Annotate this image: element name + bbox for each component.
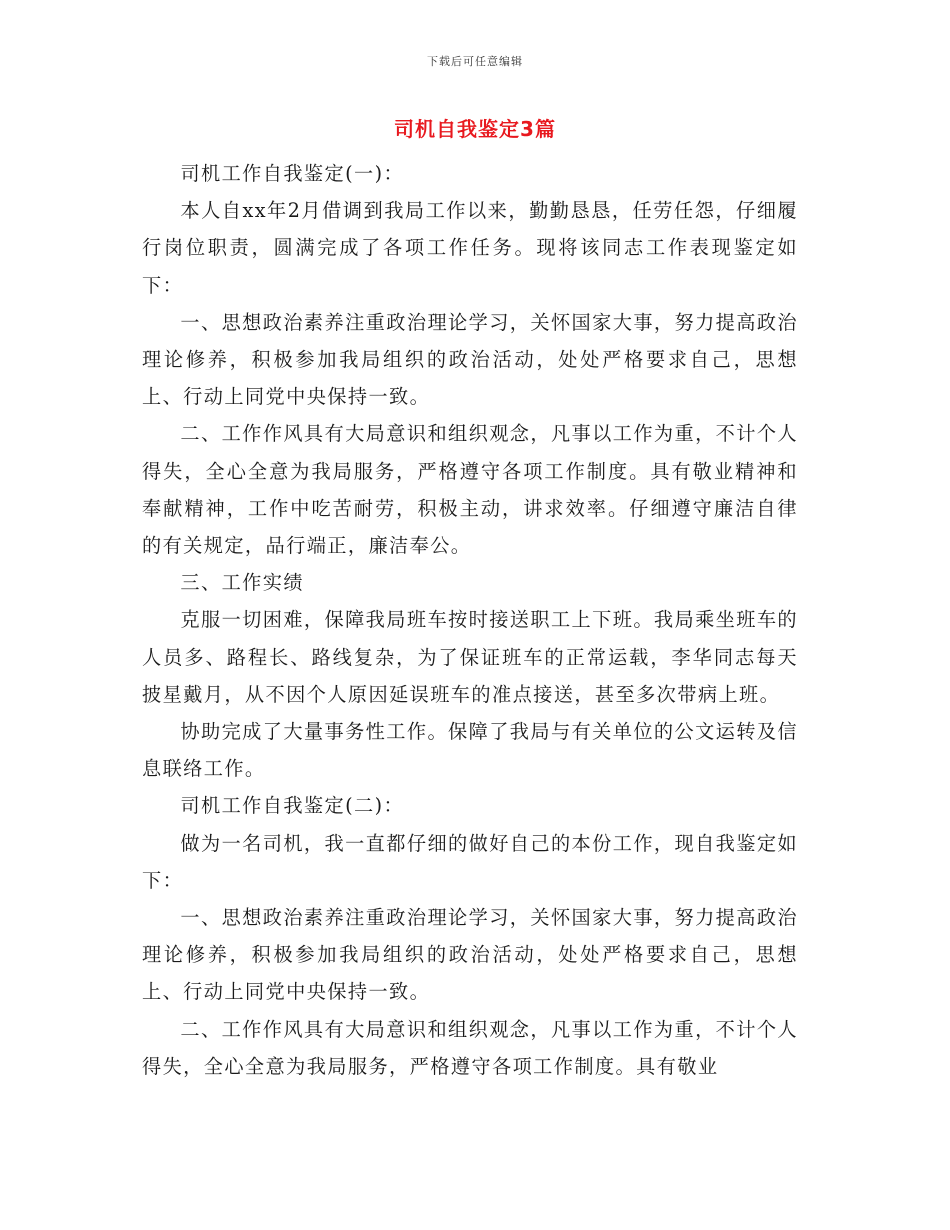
- paragraph: 克服一切困难，保障我局班车按时接送职工上下班。我局乘坐班车的人员多、路程长、路线复杂，为了保证班车的正常运载，李华同志每天披星戴月，从不因个人原因延误班车的准点接送，甚至多次带病上班。: [142, 608, 799, 706]
- document-body: [142, 155, 798, 1085]
- paragraph: 做为一名司机，我一直都仔细的做好自己的本份工作，现自我鉴定如下：: [142, 831, 799, 892]
- paragraph: 二、工作作风具有大局意识和组织观念，凡事以工作为重，不计个人得失，全心全意为我局服务，严格遵守各项工作制度。具有敬业: [142, 1017, 799, 1078]
- header-note: 下载后可任意编辑: [427, 55, 523, 68]
- document-title: 司机自我鉴定3篇: [394, 117, 556, 141]
- section-heading-2: 司机工作自我鉴定(二)：: [180, 794, 405, 818]
- paragraph: 一、思想政治素养注重政治理论学习，关怀国家大事，努力提高政治理论修养，积极参加我局组织的政治活动，处处严格要求自己，思想上、行动上同党中央保持一致。: [142, 310, 799, 409]
- section-heading-1: 司机工作自我鉴定(一)：: [180, 162, 405, 185]
- paragraph: 二、工作作风具有大局意识和组织观念，凡事以工作为重，不计个人得失，全心全意为我局服务，严格遵守各项工作制度。具有敬业精神和奉献精神，工作中吃苦耐劳，积极主动，讲求效率。仔细遵守廉洁自律的有关规定，品行端正，廉洁奉公。: [142, 422, 799, 558]
- paragraph: 三、工作实绩: [180, 571, 304, 595]
- paragraph: 本人自xx年2月借调到我局工作以来，勤勤恳恳，任劳任怨，仔细履行岗位职责，圆满完成了各项工作任务。现将该同志工作表现鉴定如下：: [142, 199, 798, 297]
- paragraph: 协助完成了大量事务性工作。保障了我局与有关单位的公文运转及信息联络工作。: [142, 720, 799, 781]
- paragraph: 一、思想政治素养注重政治理论学习，关怀国家大事，努力提高政治理论修养，积极参加我局组织的政治活动，处处严格要求自己，思想上、行动上同党中央保持一致。: [142, 906, 799, 1004]
